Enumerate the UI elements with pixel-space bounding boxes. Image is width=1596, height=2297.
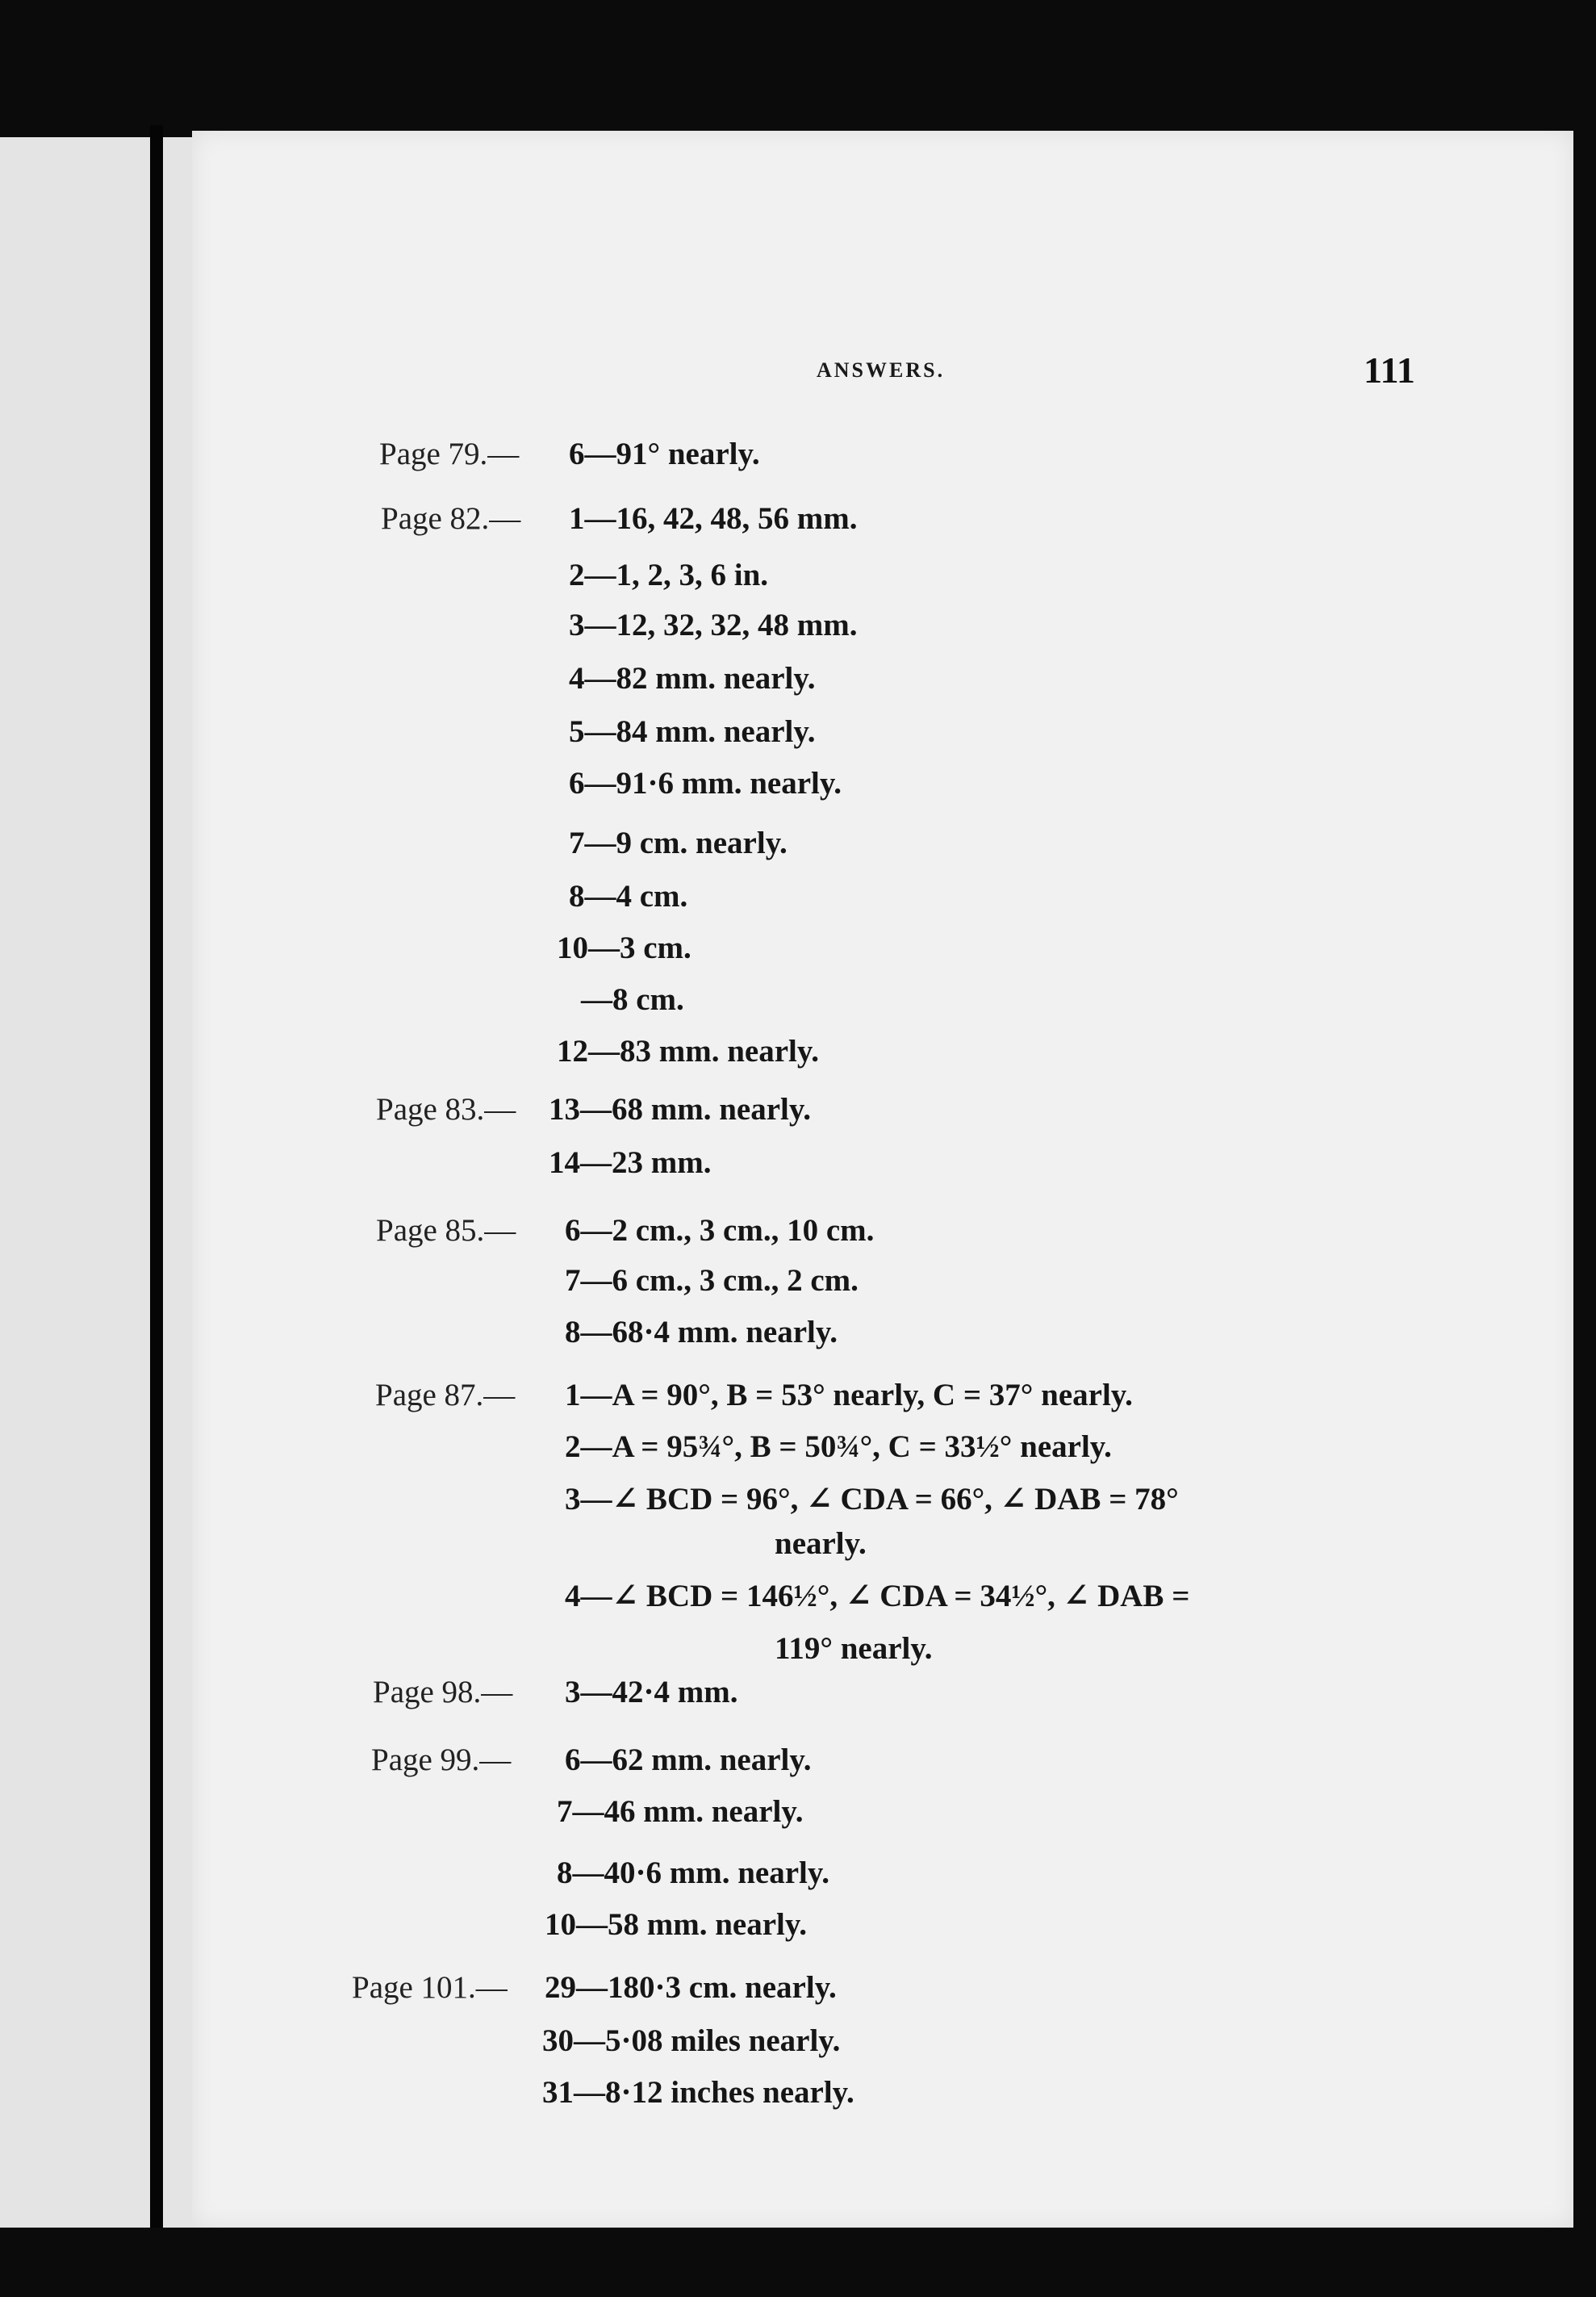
answer-line: 4—82 mm. nearly. [569,661,816,696]
answer-page-ref: Page 85.— [376,1213,516,1248]
answer-line: 2—1, 2, 3, 6 in. [569,558,769,592]
answer-page-ref: Page 87.— [375,1378,516,1412]
answer-line: 1—16, 42, 48, 56 mm. [569,501,858,536]
answer-line: 3—12, 32, 32, 48 mm. [569,608,858,642]
page-number: 111 [1364,349,1415,391]
answer-line: 31—8·12 inches nearly. [542,2075,854,2110]
left-page-edge [0,137,192,2236]
answer-line: 1—A = 90°, B = 53° nearly, C = 37° nearly. [565,1378,1133,1412]
answer-page-ref: Page 98.— [373,1675,513,1709]
answer-line: 10—58 mm. nearly. [545,1907,807,1942]
answer-line: nearly. [775,1526,867,1561]
answer-page-ref: Page 83.— [376,1092,516,1127]
answer-line: 7—9 cm. nearly. [569,826,788,860]
answer-line: 13—68 mm. nearly. [549,1092,811,1127]
answer-line: 6—91·6 mm. nearly. [569,766,842,801]
answer-line: 14—23 mm. [549,1145,712,1180]
answer-line: 8—4 cm. [569,879,688,914]
answer-page-ref: Page 101.— [352,1970,508,2005]
answer-line: 4—∠ BCD = 146½°, ∠ CDA = 34½°, ∠ DAB = [565,1579,1190,1613]
answer-line: 6—62 mm. nearly. [565,1743,812,1777]
answer-line: 7—6 cm., 3 cm., 2 cm. [565,1263,859,1298]
answer-line: 119° nearly. [775,1631,933,1666]
answer-line: 6—2 cm., 3 cm., 10 cm. [565,1213,875,1248]
answer-page-ref: Page 99.— [371,1743,512,1777]
answer-line: 12—83 mm. nearly. [557,1034,819,1069]
answer-page-ref: Page 79.— [379,437,520,471]
scan-border [0,2228,1596,2297]
answer-line: 30—5·08 miles nearly. [542,2023,841,2058]
answer-line: 29—180·3 cm. nearly. [545,1970,837,2005]
answer-line: 8—40·6 mm. nearly. [557,1856,829,1890]
answer-line: 10—3 cm. [557,931,691,965]
answer-line: 5—84 mm. nearly. [569,714,816,749]
answer-line: 7—46 mm. nearly. [557,1794,804,1829]
running-head: ANSWERS. [817,358,946,382]
answer-line: 3—42·4 mm. [565,1675,738,1709]
answer-line: 2—A = 95¾°, B = 50¾°, C = 33½° nearly. [565,1429,1112,1464]
answer-line: 6—91° nearly. [569,437,760,471]
answer-line: 8—68·4 mm. nearly. [565,1315,838,1349]
answer-line: 3—∠ BCD = 96°, ∠ CDA = 66°, ∠ DAB = 78° [565,1482,1179,1517]
book-spine-shadow [150,125,163,2248]
answer-line: —8 cm. [581,982,684,1017]
answer-page-ref: Page 82.— [381,501,521,536]
